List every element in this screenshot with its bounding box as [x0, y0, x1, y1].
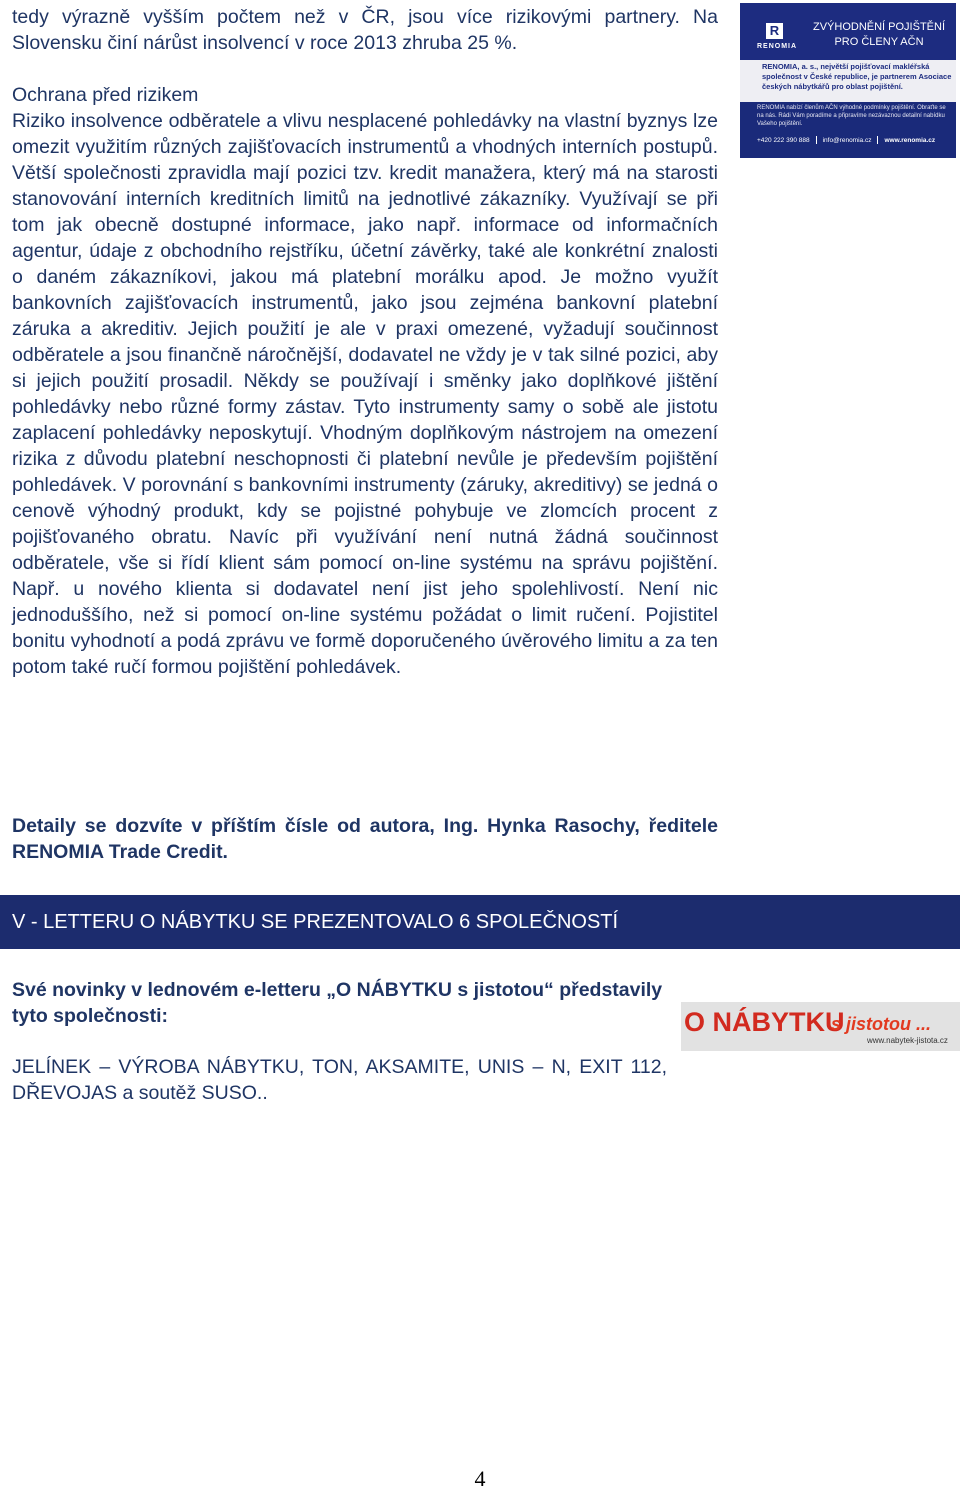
onabytku-web: www.nabytek-jistota.cz	[867, 1036, 948, 1045]
renomia-ad-header	[740, 3, 956, 60]
company-list: JELÍNEK – VÝROBA NÁBYTKU, TON, AKSAMITE, UNIS – N, EXIT 112, DŘEVOJAS a soutěž SUSO..	[12, 1056, 667, 1104]
renomia-separator	[877, 136, 878, 144]
renomia-offer-line1: ZVÝHODNĚNÍ POJIŠTĚNÍ	[812, 21, 946, 33]
author-note	[12, 813, 718, 865]
newsletter-intro: Své novinky v lednovém e-letteru „O NÁBYTKU s jistotou“ představily tyto společnosti:	[12, 979, 663, 1027]
onabytku-brand: O NÁBYTKU	[684, 1007, 845, 1037]
article-body-text: Riziko insolvence odběratele a vlivu nesplacené pohledávky na vlastní byznys lze omezit využitím různých zajišťovacích instrumentů a vhodných interních postupů. Větší společnosti zpravidla mají pozici tzv. kredit manažera, který má na starosti stanovování interních kreditních limitů na jednotlivé zákazníky. Využívají se při tom jak obecně dostupné informace, jako např. informace od informačních agentur, údaje z obchodního rejstříku, účetní závěrky, také ale konkrétní znalosti o daném zákazníkovi, jakou má platební morálku apod. Je možno využít bankovních zajišťovacích instrumentů, jako jsou zejména bankovní platební záruka a akreditiv. Jejich použití je ale v praxi omezené, vyžadují součinnost odběratele a jsou finančně náročnější, dodavatel ne vždy je v tak silné pozici, aby si jejich použití prosadil. Někdy se používají i směnky jako doplňkové jištění pohledávky nebo různé formy zástav. Tyto instrumenty samy o sobě ale jistotu zaplacení pohledávky neposkytují. Vhodným doplňkovým nástrojem na omezení rizika z důvodu platební neschopnosti či platební nevůle je především pojištění pohledávek. V porovnání s bankovními instrumenty (záruky, akreditivy) se jedná o cenově výhodný produkt, kdy se pojistné pohybuje ve zlomcích procent z pojišťovaného obratu. Navíc při využívání není nutná žádná součinnost odběratele, vše si řídí klient sám pomocí on-line systému na správu pojištění. Např. u nového klienta si dodavatel není jist jeho spolehlivostí. Není nic jednoduššího, než si pomocí on-line systému požádat o limit ručení. Pojistitel bonitu vyhodnotí a podá zprávu ve formě doporučeného úvěrového limitu a za ten potom také ručí formou pojištění pohledávek.	[12, 110, 718, 678]
page-number: 4	[474, 1466, 486, 1491]
section-subheading	[12, 82, 718, 108]
renomia-email[interactable]: info@renomia.cz	[822, 136, 872, 144]
onabytku-logo[interactable]	[681, 1002, 960, 1051]
renomia-highlight-text: RENOMIA, a. s., největší pojišťovací makléřská společnost v České republice, je partnerem Asociace českých nábytkářů pro oblast pojištění.	[762, 62, 952, 91]
renomia-ad-highlight	[740, 60, 956, 102]
renomia-logo-word: RENOMIA	[757, 43, 798, 50]
renomia-web-link[interactable]: www.renomia.cz	[884, 136, 936, 144]
author-note-text: Detaily se dozvíte v příštím čísle od autora, Ing. Hynka Rasochy, ředitele RENOMIA Trade Credit.	[12, 815, 718, 863]
renomia-advertisement[interactable]	[740, 3, 956, 158]
intro-paragraph	[12, 4, 718, 56]
renomia-phone: +420 222 390 888	[757, 136, 810, 144]
section-heading-text: Ochrana před rizikem	[12, 84, 199, 106]
renomia-separator	[816, 136, 817, 144]
article-body	[12, 108, 718, 680]
renomia-offer-line2: PRO ČLENY AČN	[834, 36, 924, 48]
onabytku-slogan: s jistotou ...	[831, 1014, 932, 1034]
section-banner-title: V - LETTERU O NÁBYTKU SE PREZENTOVALO 6 SPOLEČNOSTÍ	[12, 911, 619, 933]
renomia-logo-icon: R	[766, 23, 783, 39]
section-banner	[0, 895, 960, 949]
renomia-ad-body: RENOMIA nabízí členům AČN výhodné podmínky pojištění. Obraťte se na nás. Rádi Vám poradíme a připravíme nezávaznou detailní nabídku Vašeho pojištění.	[757, 105, 946, 127]
renomia-offer-title	[804, 20, 954, 50]
renomia-contacts	[757, 136, 956, 145]
intro-text: tedy výrazně vyšším počtem než v ČR, jsou více rizikovými partnery. Na Slovensku činí nárůst insolvencí v roce 2013 zhruba 25 %.	[12, 6, 718, 54]
